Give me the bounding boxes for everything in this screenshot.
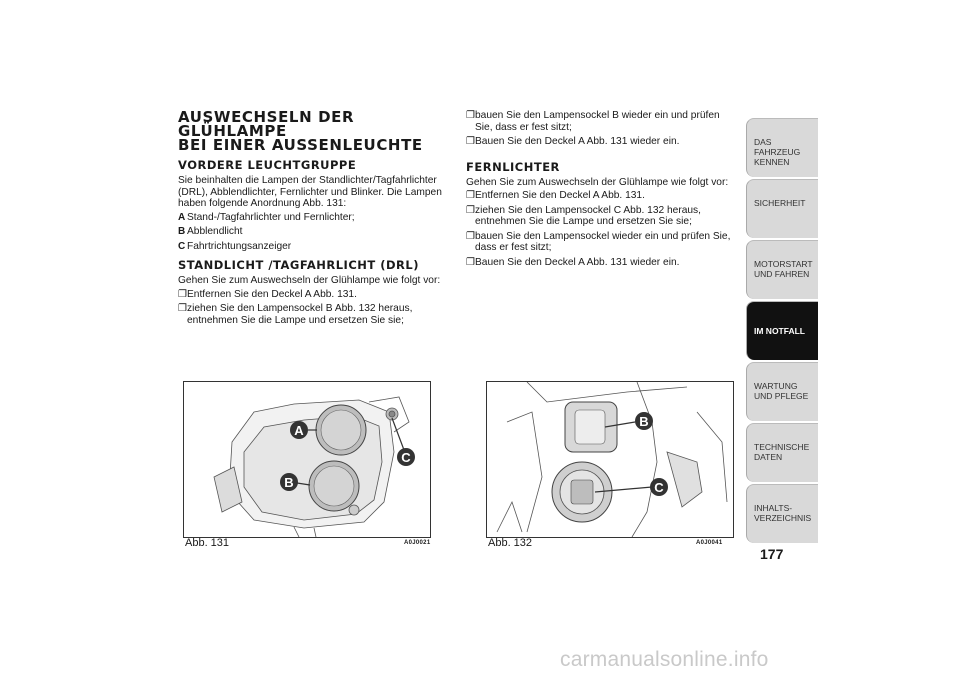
callout-b	[635, 412, 653, 430]
checkbox-icon: ❐	[466, 204, 475, 216]
section-title-line-1: AUSWECHSELN DER GLÜHLAMPE	[178, 108, 355, 140]
step-text: ziehen Sie den Lampensockel C Abb. 132 heraus, entnehmen Sie die Lampe und ersetzen Sie sie;	[475, 204, 701, 227]
headlamp-rear-illustration	[184, 382, 430, 537]
drl-step-1	[178, 289, 446, 301]
checkbox-icon: ❐	[466, 110, 475, 121]
tab-motorstart-und-fahren[interactable]: MOTORSTART UND FAHREN	[746, 240, 818, 299]
drl-step-4	[466, 136, 738, 148]
legend-text: Abblendlicht	[187, 226, 243, 237]
section-title	[178, 110, 446, 152]
legend-text: Fahrtrichtungsanzeiger	[187, 240, 292, 252]
figure-131-code: A0J0021	[404, 540, 431, 546]
watermark: carmanualsonline.info	[560, 648, 769, 671]
checkbox-icon: ❐	[466, 190, 475, 201]
step-text: ziehen Sie den Lampensockel B Abb. 132 heraus, entnehmen Sie die Lampe und ersetzen Sie sie;	[187, 303, 413, 326]
tab-technische-daten[interactable]: TECHNISCHE DATEN	[746, 423, 818, 482]
callout-b-label: B	[639, 414, 649, 429]
high-beam-step-2	[466, 205, 738, 228]
callout-b-label: B	[284, 475, 294, 490]
front-intro: Sie beinhalten die Lampen der Standlichter/Tagfahrlichter (DRL), Abblendlichter, Fernlichter und Blinker. Die Lampen haben folgende Anordnung Abb. 131:	[178, 175, 442, 209]
checkbox-icon: ❐	[466, 136, 475, 147]
chapter-tabs	[746, 118, 818, 545]
legend-key: B	[178, 226, 186, 237]
figure-131-caption: Abb. 131	[185, 537, 230, 549]
figure-132-code: A0J0041	[696, 540, 723, 546]
drl-intro: Gehen Sie zum Auswechseln der Glühlampe wie folgt vor:	[178, 275, 441, 286]
legend-item-c	[178, 241, 446, 253]
front-heading: VORDERE LEUCHTGRUPPE	[178, 158, 357, 172]
legend-key: A	[178, 211, 186, 223]
callout-c-label: C	[654, 480, 664, 495]
callout-a-label: A	[294, 423, 304, 438]
callout-b	[280, 473, 298, 491]
drl-step-2	[178, 303, 446, 326]
legend-key: C	[178, 240, 186, 252]
step-text: Entfernen Sie den Deckel A Abb. 131.	[187, 288, 357, 300]
checkbox-icon: ❐	[178, 303, 187, 314]
step-text: bauen Sie den Lampensockel B wieder ein und prüfen Sie, dass er fest sitzt;	[475, 110, 720, 133]
left-column	[178, 110, 446, 329]
legend-item-a	[178, 212, 446, 224]
tab-das-fahrzeug-kennen[interactable]: DAS FAHRZEUG KENNEN	[746, 118, 818, 177]
high-beam-step-4	[466, 257, 738, 269]
checkbox-icon: ❐	[466, 256, 475, 268]
page-number: 177	[760, 546, 784, 562]
tab-sicherheit[interactable]: SICHERHEIT	[746, 179, 818, 238]
figure-131	[183, 381, 431, 538]
checkbox-icon: ❐	[178, 288, 187, 300]
right-column	[466, 110, 738, 271]
step-text: Bauen Sie den Deckel A Abb. 131 wieder ein.	[475, 256, 680, 268]
tab-inhaltsverzeichnis[interactable]: INHALTS- VERZEICHNIS	[746, 484, 818, 543]
figure-132-caption: Abb. 132	[488, 537, 533, 549]
callout-c	[397, 448, 415, 466]
high-beam-heading: FERNLICHTER	[466, 159, 560, 174]
step-text: Bauen Sie den Deckel A Abb. 131 wieder ein.	[475, 136, 680, 147]
checkbox-icon: ❐	[466, 230, 475, 242]
callout-a	[290, 421, 308, 439]
callout-c	[650, 478, 668, 496]
legend-item-b	[178, 226, 446, 238]
high-beam-step-1	[466, 190, 738, 202]
high-beam-intro: Gehen Sie zum Auswechseln der Glühlampe wie folgt vor:	[466, 176, 729, 188]
section-title-line-2: BEI EINER AUSSENLEUCHTE	[178, 136, 423, 154]
tab-im-notfall[interactable]: IM NOTFALL	[746, 301, 818, 360]
legend-text: Stand-/Tagfahrlichter und Fernlichter;	[187, 211, 355, 223]
drl-step-3	[466, 110, 738, 133]
high-beam-step-3	[466, 231, 738, 254]
step-text: Entfernen Sie den Deckel A Abb. 131.	[475, 190, 645, 201]
figure-132	[486, 381, 734, 538]
tab-wartung-und-pflege[interactable]: WARTUNG UND PFLEGE	[746, 362, 818, 421]
drl-heading: STANDLICHT /TAGFAHRLICHT (DRL)	[178, 258, 419, 272]
callout-c-label: C	[401, 450, 411, 465]
bulb-socket-illustration	[487, 382, 733, 537]
step-text: bauen Sie den Lampensockel wieder ein und prüfen Sie, dass er fest sitzt;	[475, 230, 731, 253]
